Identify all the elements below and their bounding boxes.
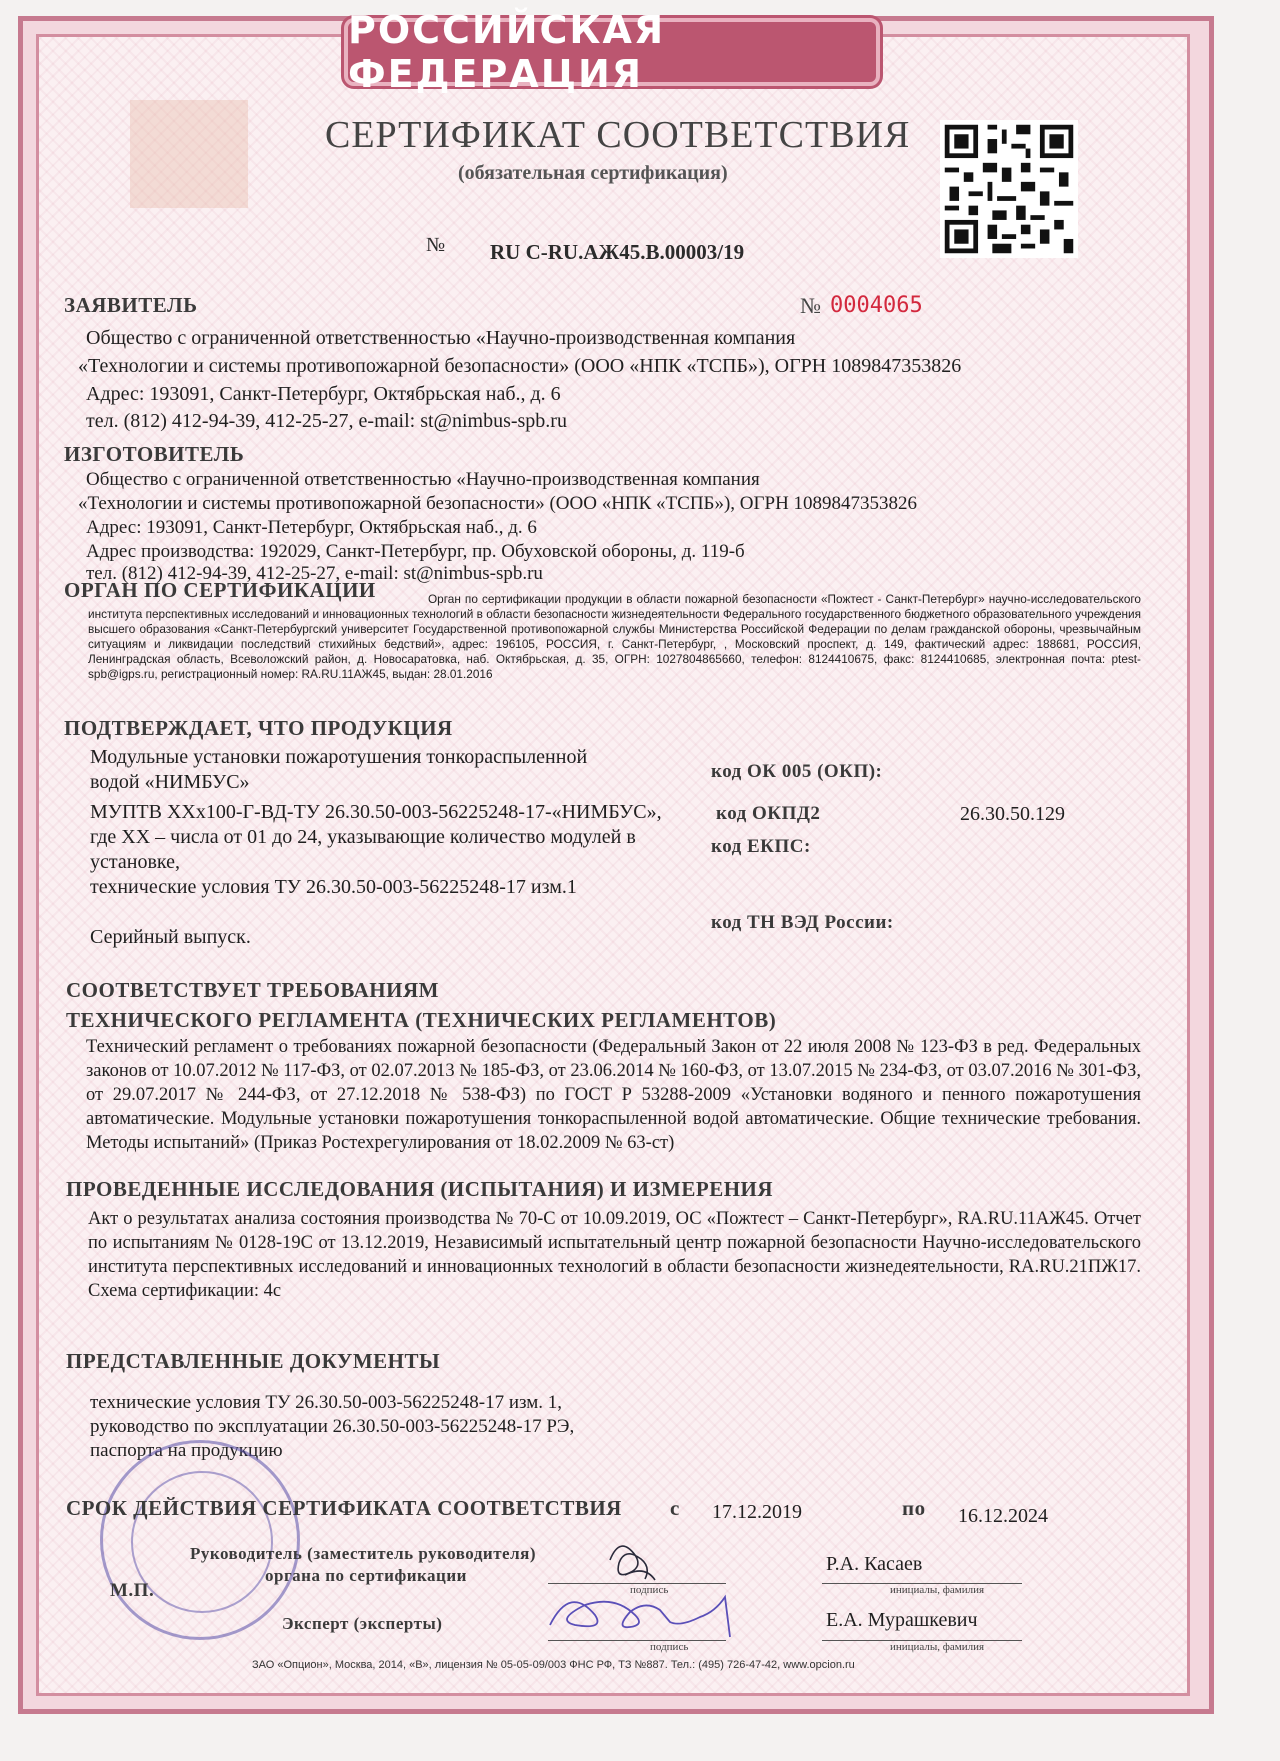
number-sign: № bbox=[426, 234, 446, 256]
validity-to-date: 16.12.2024 bbox=[958, 1505, 1048, 1527]
document-line: технические условия ТУ 26.30.50-003-56225248-17 изм. 1, bbox=[90, 1392, 563, 1413]
applicant-line: «Технологии и системы противопожарной безопасности» (ООО «НПК «ТСПБ»), ОГРН 1089847353826 bbox=[78, 355, 962, 377]
validity-from-label: с bbox=[670, 1496, 680, 1520]
organ-seal bbox=[100, 1440, 300, 1640]
document-line: паспорта на продукцию bbox=[90, 1440, 283, 1461]
manufacturer-line: «Технологии и системы противопожарной безопасности» (ООО «НПК «ТСПБ»), ОГРН 1089847353826 bbox=[78, 493, 918, 514]
organ-text bbox=[88, 592, 1141, 682]
head-signature-caption: подпись bbox=[630, 1584, 669, 1596]
manufacturer-line: Адрес производства: 192029, Санкт-Петербург, пр. Обуховской обороны, д. 119-б bbox=[86, 541, 745, 562]
applicant-line: Общество с ограниченной ответственностью «Научно-производственная компания bbox=[86, 327, 796, 349]
organ-heading: ОРГАН ПО СЕРТИФИКАЦИИ bbox=[64, 578, 376, 602]
banner-text: РОССИЙСКАЯ ФЕДЕРАЦИЯ bbox=[348, 8, 666, 96]
product-line: Модульные установки пожаротушения тонкораспыленной bbox=[90, 746, 588, 768]
code-okpd2-label: код ОКПД2 bbox=[716, 803, 821, 824]
requirements-text: Технический регламент о требованиях пожарной безопасности (Федеральный Закон от 22 июля 2008 № 123-ФЗ в ред. Федеральных законов от 10.07.2012 № 117-ФЗ, от 02.07.2013 № 185-ФЗ, от 23.06.2014 № 160-ФЗ, от 13.07.2015 № 234-ФЗ, от 03.07.2016 № 301-ФЗ, от 29.07.2017 № 244-ФЗ, от 27.12.2018 № 538-ФЗ) по ГОСТ Р 53288-2009 «Установки водяного и пенного пожаротушения автоматические. Модульные установки пожаротушения тонкораспыленной водой автоматические. Общие технические требования. Методы испытаний» (Приказ Ростехрегулирования от 18.02.2009 № 63-ст) bbox=[86, 1037, 1141, 1153]
document-line: руководство по эксплуатации 26.30.50-003-56225248-17 РЭ, bbox=[90, 1416, 575, 1437]
serial-release: Серийный выпуск. bbox=[90, 926, 251, 948]
product-line: МУПТВ XXx100-Г-ВД-ТУ 26.30.50-003-56225248-17-«НИМБУС», bbox=[90, 801, 662, 823]
validity-to-label: по bbox=[902, 1496, 926, 1520]
head-name: Р.А. Касаев bbox=[826, 1553, 923, 1575]
hologram-patch bbox=[130, 100, 248, 208]
qr-code-icon bbox=[940, 120, 1078, 258]
applicant-line: тел. (812) 412-94-39, 412-25-27, e-mail: st@nimbus-spb.ru bbox=[86, 410, 567, 432]
code-okpd2-value: 26.30.50.129 bbox=[960, 803, 1065, 825]
expert-signature-caption: подпись bbox=[650, 1641, 689, 1653]
code-okp-label: код ОК 005 (ОКП): bbox=[711, 761, 883, 782]
validity-heading: СРОК ДЕЙСТВИЯ СЕРТИФИКАТА СООТВЕТСТВИЯ bbox=[66, 1496, 622, 1520]
product-line: установке, bbox=[90, 851, 180, 873]
printer-footer: ЗАО «Опцион», Москва, 2014, «B», лицензия № 05-05-09/003 ФНС РФ, ТЗ №887. Тел.: (495) 726-47-42, www.opcion.ru bbox=[252, 1659, 855, 1671]
manufacturer-heading: ИЗГОТОВИТЕЛЬ bbox=[64, 442, 245, 466]
tests-text: Акт о результатах анализа состояния производства № 70-С от 10.09.2019, ОС «Пожтест – Санкт-Петербург», RA.RU.11АЖ45. Отчет по испытаниям № 0128-19С от 13.12.2019, Независимый испытательный центр пожарной безопасности Научно-исследовательского института перспективных исследований и инновационных технологий в области безопасности жизнедеятельности, RA.RU.21ПЖ17. Схема сертификации: 4с bbox=[88, 1209, 1141, 1301]
regulation-heading: ТЕХНИЧЕСКОГО РЕГЛАМЕНТА (ТЕХНИЧЕСКИХ РЕГЛАМЕНТОВ) bbox=[66, 1008, 777, 1032]
mp-label: М.П. bbox=[110, 1580, 155, 1601]
expert-name-caption: инициалы, фамилия bbox=[890, 1641, 985, 1653]
manufacturer-line: тел. (812) 412-94-39, 412-25-27, e-mail: st@nimbus-spb.ru bbox=[86, 563, 543, 584]
serial-sign: № bbox=[800, 293, 821, 318]
head-label-organ: органа по сертификации bbox=[265, 1566, 467, 1585]
manufacturer-line: Адрес: 193091, Санкт-Петербург, Октябрьская наб., д. 6 bbox=[86, 517, 537, 538]
tests-heading: ПРОВЕДЕННЫЕ ИССЛЕДОВАНИЯ (ИСПЫТАНИЯ) И ИЗМЕРЕНИЯ bbox=[66, 1177, 774, 1201]
manufacturer-line: Общество с ограниченной ответственностью «Научно-производственная компания bbox=[86, 469, 760, 490]
product-heading: ПОДТВЕРЖДАЕТ, ЧТО ПРОДУКЦИЯ bbox=[64, 716, 453, 740]
expert-label: Эксперт (эксперты) bbox=[282, 1614, 443, 1633]
certificate-title: СЕРТИФИКАТ СООТВЕТСТВИЯ bbox=[325, 114, 911, 156]
certificate-number: RU C-RU.АЖ45.B.00003/19 bbox=[490, 240, 745, 264]
product-line: где XX – числа от 01 до 24, указывающие количество модулей в bbox=[90, 826, 636, 848]
organ-text-body: Орган по сертификации продукции в области пожарной безопасности «Пожтест - Санкт-Петербург» научно-исследовательского института перспективных исследований и инновационных технологий в области безопасности жизнедеятельности Федерального государственного бюджетного образовательного учреждения высшего образования «Санкт-Петербургский университет Государственной противопожарной службы Министерства Российской Федерации по делам гражданской обороны, чрезвычайным ситуациям и ликвидации последствий стихийных бедствий», адрес: 196105, РОССИЯ, г. Санкт-Петербург, , Московский проспект, д. 149, фактический адрес: 188681, РОССИЯ, Ленинградская область, Всеволожский район, д. Новосаратовка, наб. Октябрьская, д. 35, ОГРН: 1027804865660, телефон: 8124410675, факс: 8124410685, электронная почта: ptest-spb@igps.ru, регистрационный номер: RA.RU.11АЖ45, выдан: 28.01.2016 bbox=[88, 592, 1141, 681]
requirements-heading: СООТВЕТСТВУЕТ ТРЕБОВАНИЯМ bbox=[66, 978, 439, 1002]
certificate-subtitle: (обязательная сертификация) bbox=[458, 162, 728, 184]
product-line: водой «НИМБУС» bbox=[90, 771, 250, 793]
documents-heading: ПРЕДСТАВЛЕННЫЕ ДОКУМЕНТЫ bbox=[66, 1349, 441, 1373]
handwritten-signatures bbox=[540, 1530, 810, 1650]
blank-serial-number: 0004065 bbox=[830, 293, 923, 318]
applicant-line: Адрес: 193091, Санкт-Петербург, Октябрьская наб., д. 6 bbox=[86, 383, 561, 405]
code-ekps-label: код ЕКПС: bbox=[711, 836, 811, 857]
head-label: Руководитель (заместитель руководителя) bbox=[190, 1544, 537, 1563]
product-line: технические условия ТУ 26.30.50-003-56225248-17 изм.1 bbox=[90, 876, 577, 898]
expert-name: Е.А. Мурашкевич bbox=[826, 1609, 978, 1631]
head-name-caption: инициалы, фамилия bbox=[890, 1584, 985, 1596]
validity-from-date: 17.12.2019 bbox=[712, 1501, 802, 1523]
banner bbox=[344, 8, 880, 96]
applicant-heading: ЗАЯВИТЕЛЬ bbox=[64, 293, 198, 317]
code-tnved-label: код ТН ВЭД России: bbox=[711, 912, 894, 933]
